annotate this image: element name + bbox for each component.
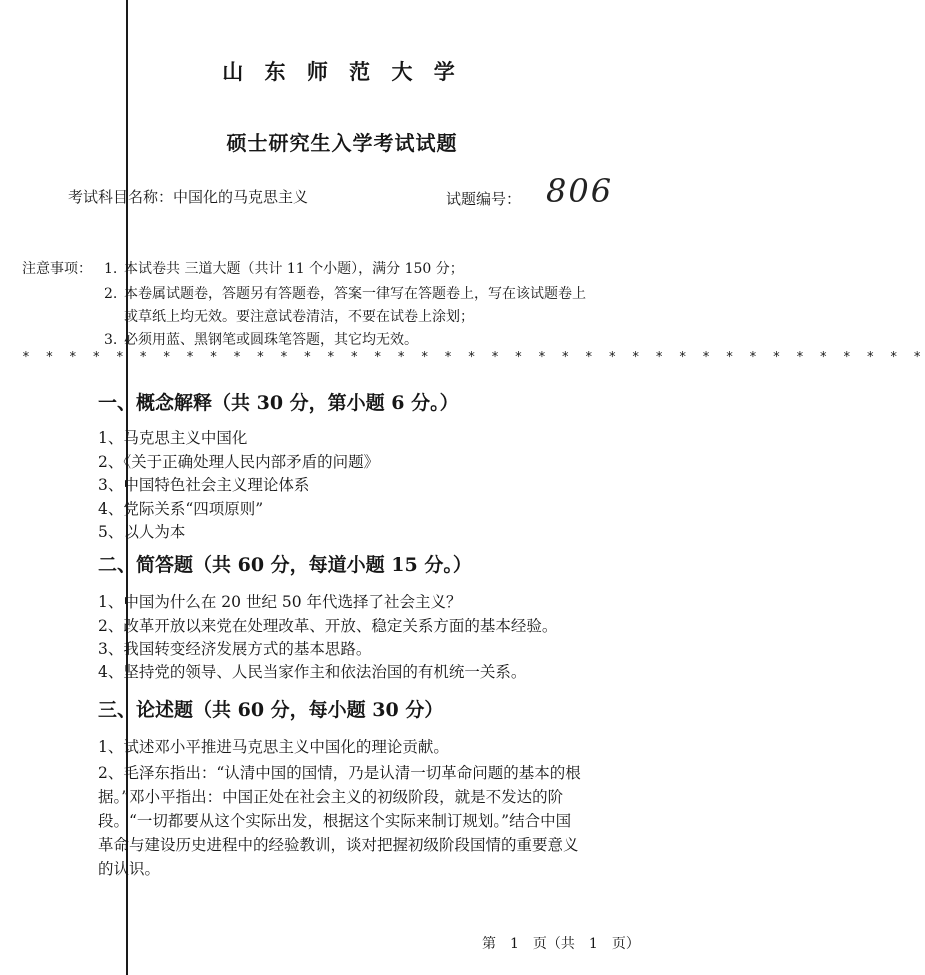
question-item: 3、我国转变经济发展方式的基本思路。: [98, 640, 372, 658]
code-label: 试题编号：: [446, 190, 522, 208]
section-title: 二、简答题（共 60 分，每道小题 15 分。）: [98, 554, 472, 576]
exam-code-handwritten: 806: [546, 172, 614, 210]
question-item: 4、坚持党的领导、人民当家作主和依法治国的有机统一关系。: [98, 663, 527, 681]
essay-question-line: 2、毛泽东指出：“认清中国的国情，乃是认清一切革命问题的基本的根: [98, 764, 581, 782]
note-item: [104, 283, 586, 303]
question-item: 4、党际关系“四项原则”: [98, 500, 264, 518]
star-divider: * * * * * * * * * * * * * * * * * * * * * * * * * * * * * * * * * * * * * * *: [22, 350, 925, 365]
page-footer: 第 1 页（共 1 页）: [482, 936, 640, 952]
note-number: 2.: [104, 286, 118, 302]
university-name: 山 东 师 范 大 学: [222, 59, 462, 84]
note-text: 本试卷共 三道大题（共计 11 个小题），满分 150 分；: [124, 261, 464, 277]
question-item: 3、中国特色社会主义理论体系: [98, 476, 310, 494]
notes-label: 注意事项：: [22, 261, 92, 277]
note-item: [104, 329, 418, 349]
question-item: 2、《关于正确处理人民内部矛盾的问题》: [98, 453, 380, 471]
note-number: 1.: [104, 261, 118, 277]
question-item: 1、试述邓小平推进马克思主义中国化的理论贡献。: [98, 738, 449, 756]
note-number: 3.: [104, 332, 118, 348]
note-item: [124, 306, 474, 326]
essay-question-line: 革命与建设历史进程中的经验教训，谈对把握初级阶段国情的重要意义: [98, 836, 579, 854]
subject-label: 考试科目名称：: [68, 188, 174, 206]
question-item: 1、马克思主义中国化: [98, 429, 248, 447]
question-item: 1、中国为什么在 20 世纪 50 年代选择了社会主义？: [98, 593, 462, 611]
subject-name: 中国化的马克思主义: [173, 188, 309, 206]
note-item: [104, 258, 464, 278]
essay-question-line: 据。”邓小平指出：中国正处在社会主义的初级阶段，就是不发达的阶: [98, 788, 564, 806]
note-text: 必须用蓝、黑钢笔或圆珠笔答题，其它均无效。: [124, 332, 418, 348]
question-item: 5、以人为本: [98, 523, 186, 541]
section-title: 三、论述题（共 60 分，每小题 30 分）: [98, 699, 444, 721]
note-text: 本卷属试题卷，答题另有答题卷，答案一律写在答题卷上，写在该试题卷上: [124, 286, 586, 302]
section-title: 一、概念解释（共 30 分，第小题 6 分。）: [98, 392, 459, 414]
essay-question-line: 的认识。: [98, 860, 161, 878]
subject-line: [68, 186, 308, 207]
note-text: 或草纸上均无效。要注意试卷清洁，不要在试卷上涂划；: [124, 309, 474, 325]
essay-question-line: 段。“一切都要从这个实际出发，根据这个实际来制订规划。”结合中国: [98, 812, 572, 830]
exam-title: 硕士研究生入学考试试题: [226, 131, 458, 155]
question-item: 2、改革开放以来党在处理改革、开放、稳定关系方面的基本经验。: [98, 617, 558, 635]
